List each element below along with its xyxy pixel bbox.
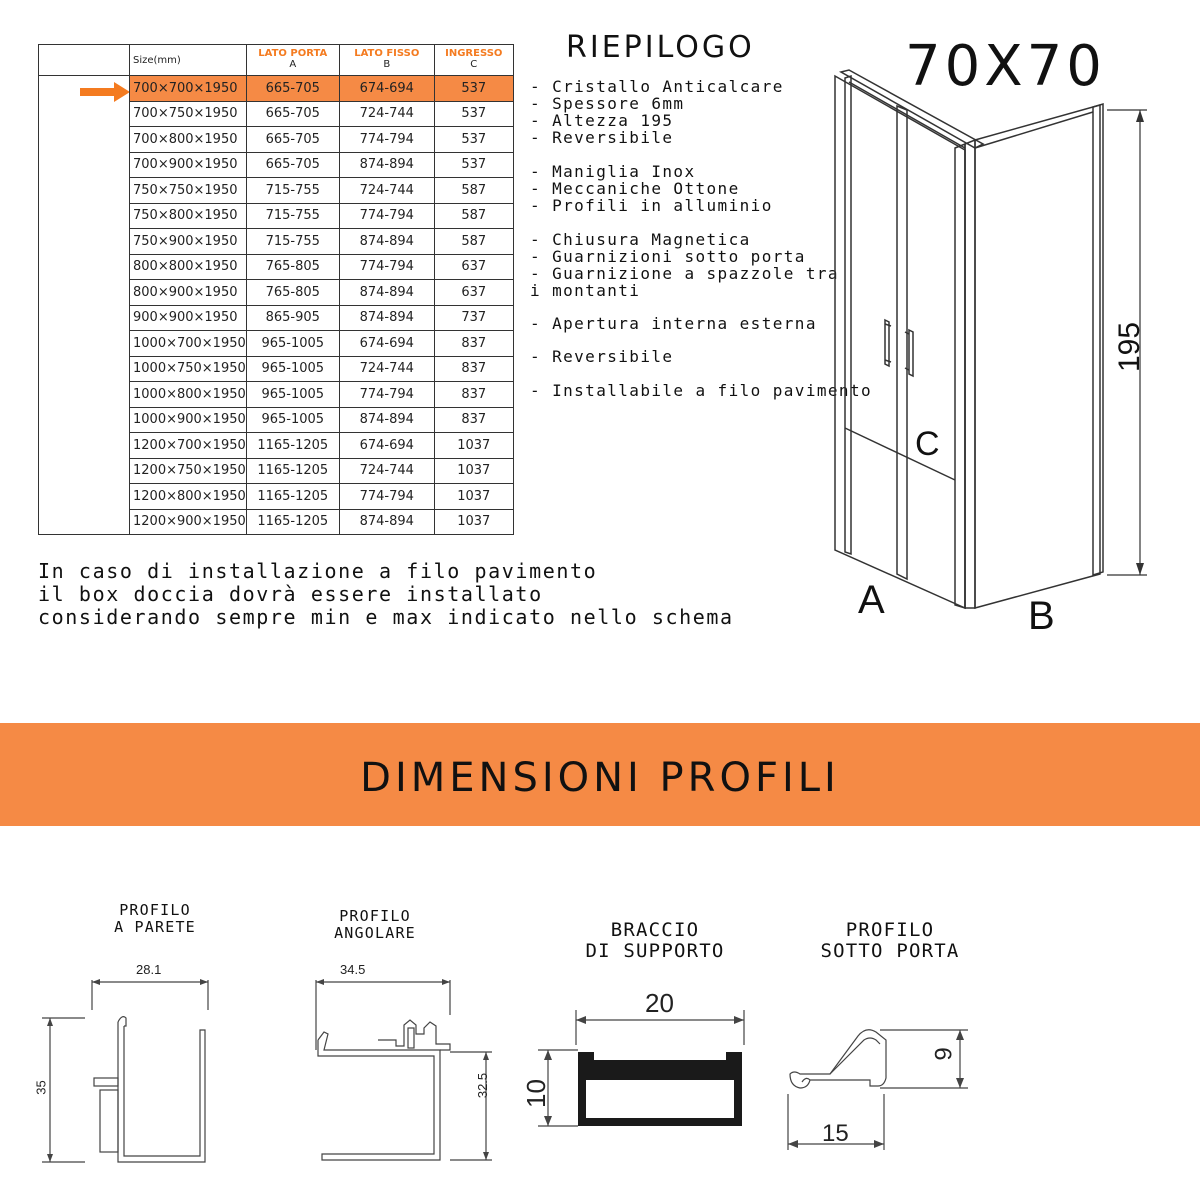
cell-b: 874-894	[339, 152, 434, 178]
table-row-lead	[39, 76, 130, 102]
handle-right-icon	[909, 330, 913, 376]
table-row	[39, 331, 514, 357]
cell-c: 1037	[434, 509, 513, 535]
table-row	[39, 484, 514, 510]
spec-item: - Profili in alluminio	[530, 196, 773, 215]
spec-item: - Guarnizione a spazzole tra	[530, 264, 839, 283]
cell-size: 800×800×1950	[130, 254, 247, 280]
table-row	[39, 254, 514, 280]
cell-b: 874-894	[339, 280, 434, 306]
cell-c: 637	[434, 280, 513, 306]
cell-a: 765-805	[246, 280, 339, 306]
cell-size: 700×800×1950	[130, 127, 247, 153]
cell-c: 837	[434, 356, 513, 382]
profile-wall-drawing	[30, 970, 230, 1170]
cell-a: 1165-1205	[246, 509, 339, 535]
spec-item: - Altezza 195	[530, 111, 674, 130]
cell-size: 700×750×1950	[130, 101, 247, 127]
cell-b: 724-744	[339, 356, 434, 382]
cell-b: 774-794	[339, 127, 434, 153]
cell-a: 1165-1205	[246, 484, 339, 510]
cell-a: 765-805	[246, 254, 339, 280]
spec-item: - Cristallo Anticalcare	[530, 77, 784, 96]
table-row-lead	[39, 356, 130, 382]
table-row-lead	[39, 458, 130, 484]
profile-2-title	[310, 908, 440, 942]
col-header-c-title: INGRESSO	[445, 48, 503, 59]
cell-c: 837	[434, 382, 513, 408]
table-row	[39, 356, 514, 382]
cell-size: 750×750×1950	[130, 178, 247, 204]
table-row	[39, 509, 514, 535]
profile-1-width: 28.1	[136, 962, 162, 977]
cell-size: 700×900×1950	[130, 152, 247, 178]
cell-c: 637	[434, 254, 513, 280]
cell-c: 587	[434, 203, 513, 229]
cell-b: 774-794	[339, 382, 434, 408]
cell-c: 837	[434, 407, 513, 433]
profile-4-height: 9	[930, 1047, 958, 1061]
spec-item: - Meccaniche Ottone	[530, 179, 740, 198]
cell-c: 587	[434, 178, 513, 204]
cell-a: 965-1005	[246, 407, 339, 433]
cell-size: 900×900×1950	[130, 305, 247, 331]
spec-item: - Installabile a filo pavimento	[530, 381, 873, 400]
cell-a: 665-705	[246, 127, 339, 153]
spec-item: - Reversibile	[530, 347, 674, 366]
table-row-lead	[39, 484, 130, 510]
cell-size: 700×700×1950	[130, 76, 247, 102]
cell-size: 1000×700×1950	[130, 331, 247, 357]
profile-3-line-2: DI SUPPORTO	[585, 940, 725, 962]
spec-item: - Spessore 6mm	[530, 94, 685, 113]
cell-size: 1200×750×1950	[130, 458, 247, 484]
table-row-lead	[39, 382, 130, 408]
profile-1-height: 35	[33, 1080, 49, 1095]
cell-b: 724-744	[339, 178, 434, 204]
cell-size: 1000×750×1950	[130, 356, 247, 382]
table-row	[39, 76, 514, 102]
install-note-line-2: il box doccia dovrà essere installato	[38, 582, 543, 606]
table-row-lead	[39, 127, 130, 153]
table-row	[39, 229, 514, 255]
table-row	[39, 178, 514, 204]
cell-a: 1165-1205	[246, 458, 339, 484]
cell-b: 774-794	[339, 203, 434, 229]
profile-4-line-1: PROFILO	[845, 919, 935, 941]
cell-b: 724-744	[339, 458, 434, 484]
spec-item: i montanti	[530, 281, 641, 300]
col-header-b-letter: B	[383, 59, 391, 70]
table-row-lead	[39, 203, 130, 229]
cell-size: 750×900×1950	[130, 229, 247, 255]
profile-corner-drawing	[300, 970, 500, 1170]
cell-a: 1165-1205	[246, 433, 339, 459]
cell-c: 537	[434, 101, 513, 127]
table-row	[39, 458, 514, 484]
cell-b: 774-794	[339, 254, 434, 280]
cell-c: 537	[434, 152, 513, 178]
cell-a: 665-705	[246, 76, 339, 102]
cell-c: 1037	[434, 458, 513, 484]
fixed-panel	[975, 105, 1100, 608]
size-table	[38, 44, 514, 535]
table-row-lead	[39, 509, 130, 535]
profile-3-height: 10	[520, 1079, 551, 1108]
col-header-c-letter: C	[470, 59, 478, 70]
cell-size: 1200×800×1950	[130, 484, 247, 510]
spec-item: - Apertura interna esterna	[530, 314, 817, 333]
profile-2-height: 32.5	[475, 1072, 491, 1099]
profile-2-line-1: PROFILO	[339, 907, 411, 925]
table-row-lead	[39, 331, 130, 357]
cell-b: 674-694	[339, 433, 434, 459]
table-row	[39, 382, 514, 408]
table-row	[39, 433, 514, 459]
profile-2-width: 34.5	[340, 962, 366, 977]
table-row	[39, 127, 514, 153]
banner-title: DIMENSIONI PROFILI	[360, 755, 840, 801]
col-header-c	[434, 45, 513, 76]
install-note-line-3: considerando sempre min e max indicato nello schema	[38, 605, 734, 629]
cell-b: 674-694	[339, 76, 434, 102]
table-row	[39, 101, 514, 127]
table-row	[39, 203, 514, 229]
cell-c: 737	[434, 305, 513, 331]
spec-item: - Chiusura Magnetica	[530, 230, 751, 249]
cell-b: 724-744	[339, 101, 434, 127]
profile-4-line-2: SOTTO PORTA	[820, 940, 960, 962]
profile-arm-drawing	[530, 1000, 760, 1150]
cell-b: 874-894	[339, 229, 434, 255]
cell-b: 874-894	[339, 407, 434, 433]
table-row-lead	[39, 152, 130, 178]
cell-c: 837	[434, 331, 513, 357]
cell-a: 965-1005	[246, 382, 339, 408]
table-header-row	[39, 45, 514, 76]
cell-a: 865-905	[246, 305, 339, 331]
install-note-line-1: In caso di installazione a filo pavimento	[38, 559, 598, 583]
table-body	[39, 76, 514, 535]
table-row-lead	[39, 254, 130, 280]
col-header-b-title: LATO FISSO	[354, 48, 420, 59]
cell-c: 537	[434, 127, 513, 153]
profile-3-title	[550, 920, 760, 962]
table-row-lead	[39, 305, 130, 331]
cell-b: 774-794	[339, 484, 434, 510]
table-row-lead	[39, 280, 130, 306]
profile-1-line-2: A PARETE	[114, 918, 196, 936]
table-row-lead	[39, 407, 130, 433]
cell-a: 715-755	[246, 178, 339, 204]
spec-item: - Reversibile	[530, 128, 674, 147]
summary-title: RIEPILOGO	[566, 30, 755, 65]
table-row	[39, 305, 514, 331]
handle-left-icon	[885, 320, 889, 366]
cell-a: 715-755	[246, 229, 339, 255]
profile-3-width: 20	[645, 988, 674, 1018]
cell-b: 874-894	[339, 509, 434, 535]
cell-size: 1200×700×1950	[130, 433, 247, 459]
label-c: C	[915, 425, 940, 463]
spec-item: - Guarnizioni sotto porta	[530, 247, 806, 266]
cell-a: 965-1005	[246, 356, 339, 382]
model-title: 70X70	[905, 34, 1106, 99]
profile-1-line-1: PROFILO	[119, 901, 191, 919]
table-row-lead	[39, 229, 130, 255]
cell-b: 874-894	[339, 305, 434, 331]
cell-c: 587	[434, 229, 513, 255]
table-corner	[39, 45, 130, 76]
label-a: A	[858, 578, 885, 622]
cell-size: 1200×900×1950	[130, 509, 247, 535]
profile-4-width: 15	[822, 1120, 849, 1147]
profile-under-door-drawing	[780, 1010, 980, 1160]
col-header-a-title: LATO PORTA	[258, 48, 328, 59]
label-b: B	[1028, 594, 1055, 638]
col-header-a-letter: A	[289, 59, 297, 70]
table-row-lead	[39, 101, 130, 127]
table-row	[39, 407, 514, 433]
cell-c: 1037	[434, 484, 513, 510]
cell-size: 750×800×1950	[130, 203, 247, 229]
cell-c: 1037	[434, 433, 513, 459]
profile-2-line-2: ANGOLARE	[334, 924, 416, 942]
table-row	[39, 152, 514, 178]
cell-a: 965-1005	[246, 331, 339, 357]
cell-b: 674-694	[339, 331, 434, 357]
cell-a: 715-755	[246, 203, 339, 229]
table-row	[39, 280, 514, 306]
spec-item: - Maniglia Inox	[530, 162, 696, 181]
door-panel	[835, 76, 965, 608]
col-header-size: Size(mm)	[130, 45, 247, 76]
table-row-lead	[39, 433, 130, 459]
col-header-b	[339, 45, 434, 76]
table-row-lead	[39, 178, 130, 204]
cell-size: 1000×800×1950	[130, 382, 247, 408]
cell-size: 1000×900×1950	[130, 407, 247, 433]
profile-1-title	[90, 902, 220, 936]
cell-a: 665-705	[246, 101, 339, 127]
arm-profile-shape	[578, 1052, 742, 1126]
cell-size: 800×900×1950	[130, 280, 247, 306]
profile-3-line-1: BRACCIO	[610, 919, 700, 941]
profile-4-title	[785, 920, 995, 962]
cell-a: 665-705	[246, 152, 339, 178]
cell-c: 537	[434, 76, 513, 102]
height-label: 195	[1113, 321, 1146, 373]
col-header-a	[246, 45, 339, 76]
